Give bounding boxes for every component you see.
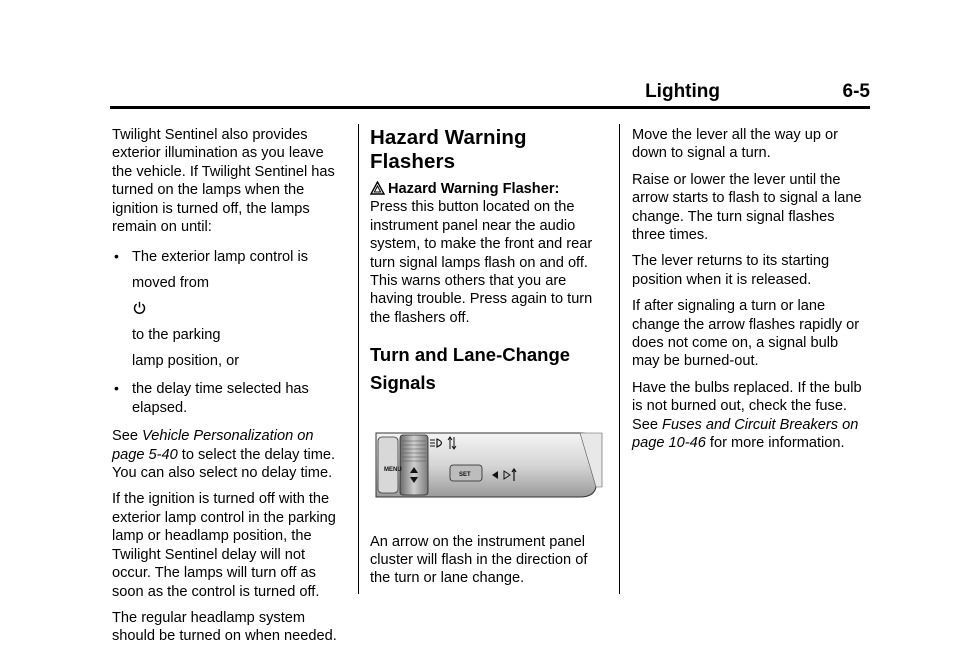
turn-signal-lever-illustration [370,423,604,505]
column-divider [358,124,359,594]
power-off-icon [133,301,146,315]
hazard-warning-label: Hazard Warning Flasher: [370,180,605,198]
cross-reference: Fuses and Circuit Breakers on [662,416,859,433]
svg-text:SET: SET [459,472,471,479]
column-1 [112,126,344,654]
cross-reference: Vehicle Personalization on [142,428,314,445]
paragraph: The lever returns to its starting position when it is released. [632,253,830,288]
heading-turn-signals: Turn and Lane-Change Signals [370,344,571,394]
paragraph: Raise or lower the lever until the arrow starts to flash to signal a lane change. The turn signal flashes three times. [632,171,862,244]
column-divider [619,124,620,594]
paragraph: The regular headlamp system should be turned on when needed. [112,609,337,645]
paragraph: Move the lever all the way up or down to signal a turn. [632,127,839,162]
paragraph: If after signaling a turn or lane change the arrow flashes rapidly or does not come on, a signal bulb may be burned-out. [632,298,860,370]
paragraph: If the ignition is turned off with the exterior lamp control in the parking lamp or headlamp position, the Twilight Sentinel delay will not occur. The lamps will turn off as soon as the control is turned off. [112,491,336,600]
paragraph: Have the bulbs replaced. If the bulb is not burned out, check the fuse. See Fuses and Circuit Breakers on page 10-46 for more information. [632,379,862,452]
paragraph: An arrow on the instrument panel cluster will flash in the direction of the turn or lane change. [370,533,588,587]
page-header [110,80,870,109]
column-3 [632,126,870,461]
svg-text:MENU: MENU [384,467,402,474]
column-2 [370,126,605,596]
bullet-dot-icon: • [114,380,119,397]
page-number: 6-5 [842,81,870,102]
paragraph: See Vehicle Personalization on page 5-40 to select the delay time. You can also select no delay time. [112,428,336,482]
cross-reference: page 10-46 [632,435,706,452]
hazard-warning-icon [370,181,385,195]
section-title: Lighting [645,81,720,102]
heading-hazard-warning-flashers: Hazard Warning Flashers [370,126,527,173]
bullet-item: • The exterior lamp control is moved from to the parking lamp position, or [112,244,344,374]
bullet-dot-icon: • [114,248,119,265]
cross-reference: page 5-40 [112,446,178,463]
paragraph: Press this button located on the instrument panel near the audio system, to make the front and rear turn signal lamps flash on and off. This warns others that you are having trouble. Press again to turn the flashers off. [370,199,593,326]
paragraph: Twilight Sentinel also provides exterior illumination as you leave the vehicle. If Twilight Sentinel has turned on the lamps when the ignition is turned off, the lamps remain on until: [112,127,335,236]
bullet-item: • the delay time selected has elapsed. [114,380,309,416]
